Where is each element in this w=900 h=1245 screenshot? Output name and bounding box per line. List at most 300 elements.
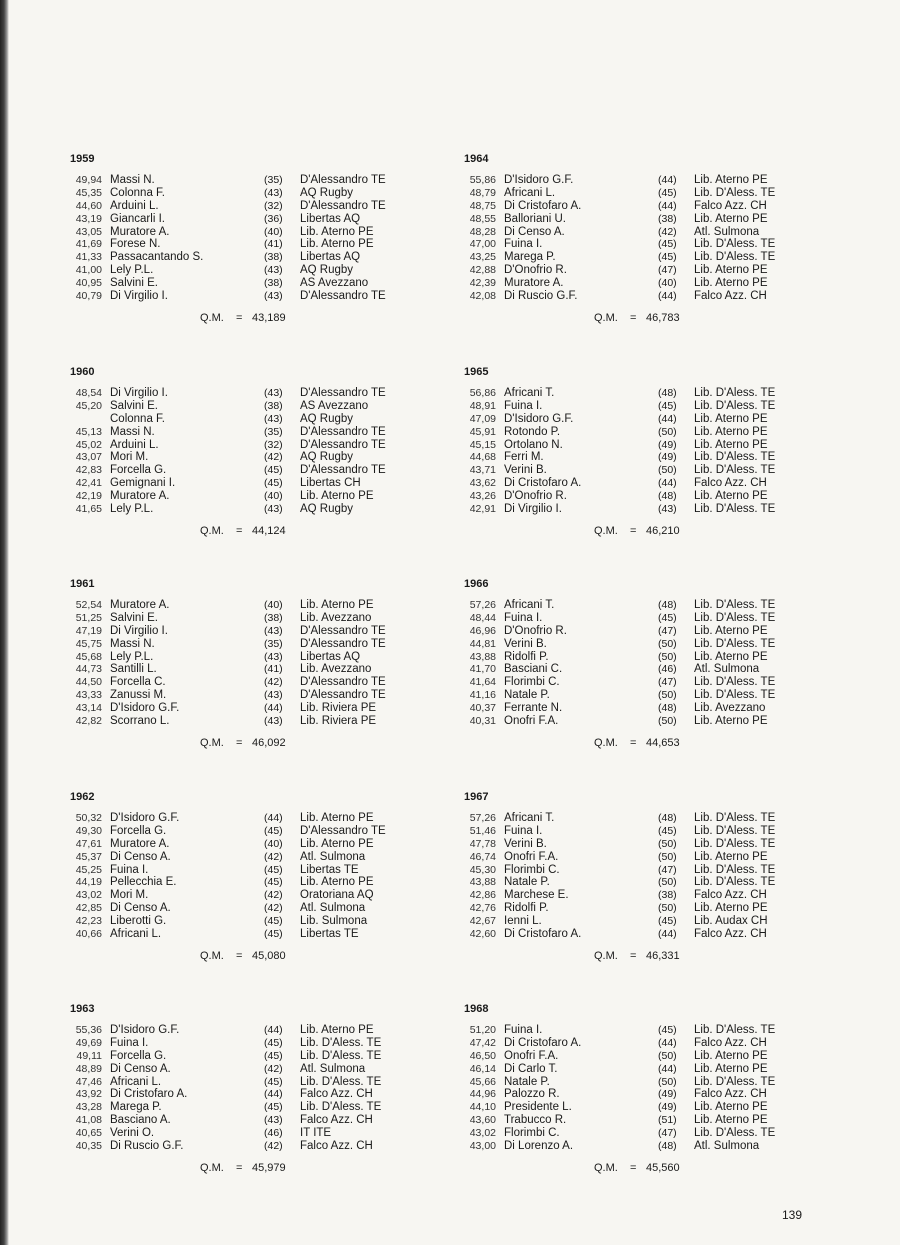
birth-year: (44) [264,702,283,715]
ranking-row [462,1037,842,1050]
score-value: 43,02 [75,889,102,902]
score-value: 42,88 [469,264,496,277]
ranking-row [68,876,448,889]
athlete-name: Ridolfi P. [504,650,549,663]
ranking-row [68,226,448,239]
club-name: Atl. Sulmona [300,1062,366,1075]
birth-year: (48) [658,812,677,824]
score-value: 42,19 [75,490,102,503]
ranking-row [68,1050,448,1063]
club-name: Lib. D'Aless. TE [300,1101,382,1114]
year-heading: 1962 [70,791,95,803]
club-name: Lib. Aterno PE [694,490,768,503]
birth-year: (45) [658,186,677,199]
ranking-row [462,277,842,290]
score-value: 47,46 [75,1075,102,1088]
birth-year: (38) [264,399,283,412]
birth-year: (45) [264,915,283,928]
year-block [462,1002,842,1179]
athlete-name: Onofri F.A. [504,850,559,863]
score-value: 48,79 [469,186,496,199]
average-label: Q.M. [594,311,618,324]
birth-year: (45) [264,1049,283,1062]
club-name: Falco Azz. CH [694,477,767,490]
ranking-row [68,264,448,277]
ranking-row [68,387,448,400]
score-value: 42,82 [75,715,102,728]
ranking-row [462,413,842,426]
club-name: Lib. D'Aless. TE [694,451,776,464]
ranking-row [462,387,842,400]
athlete-name: Muratore A. [110,837,170,850]
athlete-name: Di Censo A. [110,1062,171,1075]
birth-year: (48) [658,387,677,399]
ranking-row [462,838,842,851]
club-name: D'Alessandro TE [300,637,386,650]
score-value: 42,39 [469,277,496,290]
ranking-row [462,1114,842,1127]
club-name: Lib. D'Aless. TE [694,503,776,516]
score-value: 47,78 [469,837,496,850]
ranking-row [68,426,448,439]
score-value: 47,42 [469,1036,496,1049]
athlete-name: Ienni L. [504,915,542,928]
ranking-row [462,1076,842,1089]
ranking-row [68,651,448,664]
club-name: Falco Azz. CH [694,1036,767,1049]
score-value: 47,61 [75,837,102,850]
birth-year: (45) [264,863,283,876]
score-value: 45,91 [469,425,496,438]
birth-year: (50) [658,425,677,438]
athlete-name: Verini B. [504,837,547,850]
athlete-name: Balloriani U. [504,212,566,225]
athlete-name: Florimbi C. [504,676,560,689]
score-value: 46,50 [469,1049,496,1062]
birth-year: (44) [658,928,677,941]
birth-year: (44) [264,812,283,824]
athlete-name: Mori M. [110,451,149,464]
club-name: Lib. D'Aless. TE [694,1127,776,1140]
score-value: 42,86 [469,889,496,902]
ranking-row [68,238,448,251]
birth-year: (32) [264,199,283,212]
ranking-row [462,174,842,187]
club-name: Lib. D'Aless. TE [300,1049,382,1062]
club-name: Lib. D'Aless. TE [694,464,776,477]
club-name: Lib. Aterno PE [694,412,768,425]
club-name: Falco Azz. CH [300,1088,373,1101]
athlete-name: Forcella C. [110,676,166,689]
score-value: 42,41 [75,477,102,490]
score-value: 45,66 [469,1075,496,1088]
ranking-row [68,490,448,503]
ranking-row [68,851,448,864]
score-value: 40,35 [75,1140,102,1153]
equals-sign: = [630,311,637,324]
score-value: 48,89 [75,1062,102,1075]
club-name: Lib. Avezzano [300,663,372,676]
birth-year: (44) [658,1062,677,1075]
ranking-row [462,187,842,200]
athlete-name: Marega P. [110,1101,162,1114]
club-name: Atl. Sulmona [300,850,366,863]
ranking-row [462,902,842,915]
score-value: 45,35 [75,186,102,199]
ranking-row [68,277,448,290]
ranking-row [462,400,842,413]
athlete-name: Ferri M. [504,451,544,464]
athlete-name: Di Censo A. [504,225,565,238]
score-value: 40,95 [75,277,102,290]
score-value: 47,19 [75,624,102,637]
birth-year: (35) [264,174,283,186]
score-value: 42,83 [75,464,102,477]
score-value: 44,68 [469,451,496,464]
athlete-name: Africani L. [110,1075,162,1088]
birth-year: (43) [264,1114,283,1127]
club-name: Lib. Sulmona [300,915,368,928]
score-value: 49,69 [75,1036,102,1049]
birth-year: (49) [658,1101,677,1114]
ranking-row [68,290,448,303]
club-name: Lib. Aterno PE [694,425,768,438]
club-name: Lib. Riviera PE [300,702,377,715]
athlete-name: Forcella G. [110,1049,167,1062]
athlete-name: Natale P. [504,689,550,702]
score-value: 46,96 [469,624,496,637]
average-label: Q.M. [200,949,224,962]
birth-year: (47) [658,1127,677,1140]
club-name: Lib. Aterno PE [300,599,374,611]
score-value: 43,00 [469,1140,496,1153]
club-name: Lib. D'Aless. TE [694,689,776,702]
club-name: Lib. Aterno PE [300,238,374,251]
birth-year: (44) [658,199,677,212]
ranking-row [462,689,842,702]
birth-year: (43) [658,503,677,516]
score-value: 41,33 [75,251,102,264]
athlete-name: Lely P.L. [110,264,154,277]
club-name: Lib. D'Aless. TE [300,1075,382,1088]
score-value: 41,00 [75,264,102,277]
score-value: 49,30 [75,824,102,837]
average-line [68,732,448,754]
club-name: Lib. Avezzano [300,611,372,624]
average-line [68,520,448,542]
club-name: AQ Rugby [300,264,354,277]
athlete-name: D'Isidoro G.F. [504,174,574,186]
ranking-row [462,825,842,838]
birth-year: (45) [658,238,677,251]
club-name: Lib. Aterno PE [694,212,768,225]
birth-year: (50) [658,1049,677,1062]
ranking-row [68,1076,448,1089]
athlete-name: Di Cristofaro A. [504,477,582,490]
club-name: Atl. Sulmona [300,902,366,915]
club-name: Lib. D'Aless. TE [694,863,776,876]
birth-year: (38) [658,889,677,902]
athlete-name: Di Carlo T. [504,1062,558,1075]
club-name: Lib. D'Aless. TE [694,637,776,650]
year-block [68,1002,448,1179]
score-value: 42,08 [469,290,496,303]
average-value: 44,653 [646,736,680,749]
athlete-name: Ridolfi P. [504,902,549,915]
athlete-name: Natale P. [504,1075,550,1088]
birth-year: (42) [264,850,283,863]
score-value: 48,55 [469,212,496,225]
club-name: D'Alessandro TE [300,174,386,186]
club-name: Lib. Aterno PE [300,225,374,238]
club-name: D'Alessandro TE [300,624,386,637]
ranking-row [462,676,842,689]
score-value: 45,25 [75,863,102,876]
birth-year: (50) [658,637,677,650]
birth-year: (50) [658,902,677,915]
ranking-row [68,599,448,612]
ranking-row [68,638,448,651]
athlete-name: Fuina I. [110,1036,149,1049]
score-value: 55,36 [75,1024,102,1036]
score-value: 48,54 [75,387,102,399]
score-value: 43,88 [469,876,496,889]
athlete-name: Di Cristofaro A. [504,199,582,212]
average-value: 46,331 [646,949,680,962]
equals-sign: = [630,736,637,749]
birth-year: (32) [264,438,283,451]
score-value: 45,37 [75,850,102,863]
ranking-row [462,490,842,503]
score-value: 43,62 [469,477,496,490]
average-line [68,945,448,967]
equals-sign: = [236,524,243,537]
club-name: Lib. Aterno PE [694,650,768,663]
athlete-name: Di Censo A. [110,850,171,863]
score-value: 57,26 [469,599,496,611]
club-name: Atl. Sulmona [694,1140,760,1153]
average-value: 46,783 [646,311,680,324]
ranking-row [68,663,448,676]
athlete-name: Di Ruscio G.F. [504,290,578,303]
club-name: Falco Azz. CH [694,290,767,303]
birth-year: (45) [264,1101,283,1114]
score-value: 46,74 [469,850,496,863]
ranking-row [462,715,842,728]
ranking-row [462,264,842,277]
birth-year: (50) [658,850,677,863]
birth-year: (35) [264,637,283,650]
average-line [68,1157,448,1179]
ranking-row [462,638,842,651]
ranking-row [68,464,448,477]
binding-edge [0,0,9,1245]
birth-year: (45) [658,251,677,264]
club-name: Lib. D'Aless. TE [694,824,776,837]
ranking-row [462,200,842,213]
athlete-name: Passacantando S. [110,251,204,264]
athlete-name: Gemignani I. [110,477,176,490]
club-name: Falco Azz. CH [300,1140,373,1153]
ranking-row [462,1101,842,1114]
athlete-name: D'Isidoro G.F. [110,702,180,715]
club-name: Libertas CH [300,477,361,490]
athlete-name: Di Cristofaro A. [504,1036,582,1049]
birth-year: (42) [658,225,677,238]
year-heading: 1960 [70,366,95,378]
club-name: Lib. D'Aless. TE [694,611,776,624]
score-value: 43,07 [75,451,102,464]
birth-year: (38) [264,251,283,264]
birth-year: (44) [658,174,677,186]
score-value: 43,26 [469,490,496,503]
birth-year: (50) [658,650,677,663]
athlete-name: Massi N. [110,425,155,438]
equals-sign: = [236,311,243,324]
club-name: AQ Rugby [300,451,354,464]
club-name: Lib. D'Aless. TE [694,599,776,611]
ranking-row [462,876,842,889]
score-value: 40,79 [75,290,102,303]
ranking-row [68,1063,448,1076]
birth-year: (50) [658,837,677,850]
birth-year: (43) [264,186,283,199]
club-name: Lib. Avezzano [694,702,766,715]
athlete-name: D'Isidoro G.F. [504,412,574,425]
birth-year: (47) [658,264,677,277]
athlete-name: Natale P. [504,876,550,889]
equals-sign: = [630,949,637,962]
athlete-name: Fuina I. [504,824,543,837]
birth-year: (38) [658,212,677,225]
athlete-name: Di Virgilio I. [110,290,168,303]
athlete-name: Palozzo R. [504,1088,560,1101]
athlete-name: Salvini E. [110,399,158,412]
score-value: 43,60 [469,1114,496,1127]
athlete-name: Di Ruscio G.F. [110,1140,184,1153]
athlete-name: Africani T. [504,812,555,824]
ranking-row [68,503,448,516]
ranking-row [462,651,842,664]
birth-year: (48) [658,1140,677,1153]
club-name: Lib. D'Aless. TE [694,238,776,251]
birth-year: (40) [658,277,677,290]
ranking-row [68,1127,448,1140]
birth-year: (50) [658,689,677,702]
average-label: Q.M. [200,736,224,749]
athlete-name: Di Censo A. [110,902,171,915]
average-label: Q.M. [200,1161,224,1174]
athlete-name: D'Onofrio R. [504,624,567,637]
athlete-name: Di Lorenzo A. [504,1140,574,1153]
athlete-name: Scorrano L. [110,715,170,728]
score-value: 41,65 [75,503,102,516]
score-value: 51,20 [469,1024,496,1036]
ranking-row [68,174,448,187]
athlete-name: Muratore A. [110,599,170,611]
club-name: Lib. Aterno PE [300,812,374,824]
athlete-name: Ortolano N. [504,438,563,451]
athlete-name: Massi N. [110,174,155,186]
club-name: Falco Azz. CH [300,1114,373,1127]
athlete-name: Colonna F. [110,412,165,425]
birth-year: (47) [658,624,677,637]
athlete-name: Giancarli I. [110,212,165,225]
score-value: 48,75 [469,199,496,212]
birth-year: (45) [264,824,283,837]
ranking-row [462,238,842,251]
score-value: 41,69 [75,238,102,251]
score-value: 43,25 [469,251,496,264]
athlete-name: Forese N. [110,238,161,251]
score-value: 56,86 [469,387,496,399]
athlete-name: Massi N. [110,637,155,650]
athlete-name: Santilli L. [110,663,157,676]
club-name: Lib. Aterno PE [694,174,768,186]
equals-sign: = [630,1161,637,1174]
club-name: Lib. D'Aless. TE [694,1075,776,1088]
equals-sign: = [236,1161,243,1174]
score-value: 44,19 [75,876,102,889]
ranking-row [68,251,448,264]
ranking-row [68,928,448,941]
athlete-name: Fuina I. [110,863,149,876]
club-name: D'Alessandro TE [300,689,386,702]
club-name: D'Alessandro TE [300,199,386,212]
club-name: Falco Azz. CH [694,1088,767,1101]
ranking-row [68,400,448,413]
birth-year: (41) [264,663,283,676]
club-name: Lib. Aterno PE [300,1024,374,1036]
birth-year: (50) [658,876,677,889]
club-name: Lib. Aterno PE [694,624,768,637]
year-heading: 1959 [70,153,95,165]
birth-year: (49) [658,438,677,451]
athlete-name: Di Cristofaro A. [110,1088,188,1101]
score-value: 44,60 [75,199,102,212]
club-name: Lib. D'Aless. TE [694,1024,776,1036]
score-value: 51,25 [75,611,102,624]
birth-year: (44) [658,477,677,490]
club-name: Libertas AQ [300,650,361,663]
score-value: 47,09 [469,412,496,425]
athlete-name: Muratore A. [110,225,170,238]
club-name: IT ITE [300,1127,332,1140]
athlete-name: Salvini E. [110,611,158,624]
ranking-row [68,825,448,838]
athlete-name: Fuina I. [504,238,543,251]
ranking-row [68,439,448,452]
average-line [462,307,842,329]
ranking-row [462,812,842,825]
score-value: 55,86 [469,174,496,186]
ranking-row [462,928,842,941]
club-name: Lib. D'Aless. TE [694,876,776,889]
score-value: 42,23 [75,915,102,928]
club-name: Lib. Aterno PE [300,876,374,889]
ranking-row [462,663,842,676]
birth-year: (45) [264,464,283,477]
year-heading: 1968 [464,1003,489,1015]
average-label: Q.M. [200,524,224,537]
birth-year: (44) [264,1088,283,1101]
ranking-row [68,477,448,490]
club-name: Lib. Aterno PE [300,490,374,503]
athlete-name: Presidente L. [504,1101,572,1114]
athlete-name: Verini B. [504,464,547,477]
birth-year: (48) [658,702,677,715]
ranking-row [462,915,842,928]
